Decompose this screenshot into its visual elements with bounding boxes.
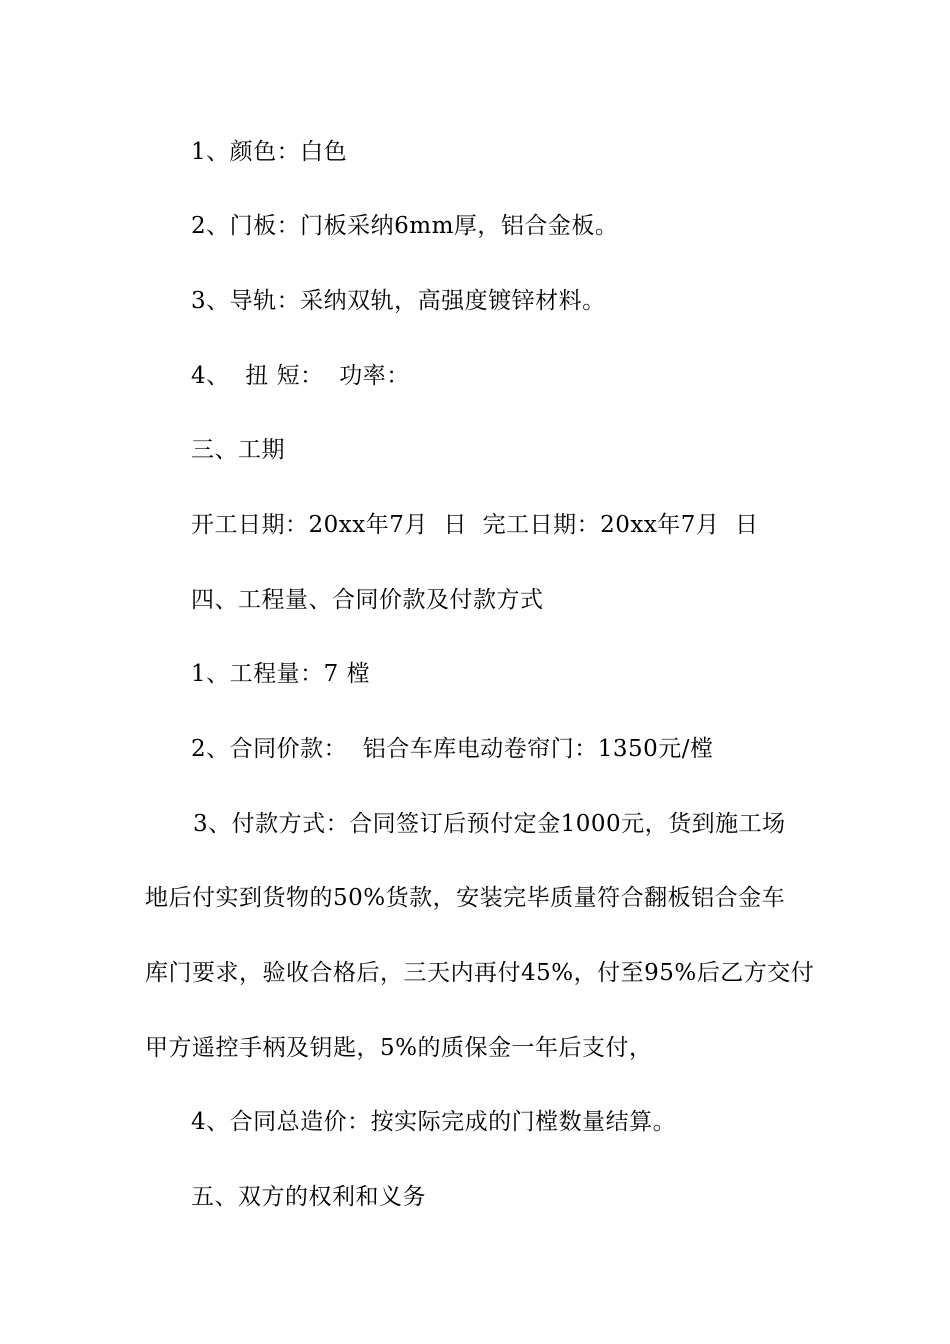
spec-door-panel: 2、门板：门板采纳6mm厚，铝合金板。 bbox=[191, 213, 619, 239]
contract-price-item: 2、合同价款： 铝合车库电动卷帘门：1350元/樘 bbox=[191, 736, 714, 762]
quantity-item: 1、工程量：7 樘 bbox=[191, 661, 371, 687]
schedule-dates: 开工日期：20xx年7月 日 完工日期：20xx年7月 日 bbox=[191, 512, 759, 538]
section-heading-rights-obligations: 五、双方的权利和义务 bbox=[191, 1184, 426, 1210]
spec-torque-power: 4、 扭 短： 功率： bbox=[191, 363, 410, 389]
spec-guide-rail: 3、导轨：采纳双轨，高强度镀锌材料。 bbox=[191, 288, 606, 314]
payment-method-line-1: 3、付款方式：合同签订后预付定金1000元，货到施工场 bbox=[193, 811, 786, 837]
total-price-item: 4、合同总造价：按实际完成的门樘数量结算。 bbox=[191, 1109, 677, 1135]
payment-method-line-4: 甲方遥控手柄及钥匙，5%的质保金一年后支付， bbox=[145, 1035, 653, 1061]
payment-method-line-2: 地后付实到货物的50%货款，安装完毕质量符合翻板铝合金车 bbox=[145, 885, 786, 911]
payment-method-line-3: 库门要求，验收合格后，三天内再付45%，付至95%后乙方交付 bbox=[145, 960, 815, 986]
spec-color: 1、颜色：白色 bbox=[191, 139, 348, 165]
section-heading-schedule: 三、工期 bbox=[191, 437, 285, 463]
section-heading-quantity-price: 四、工程量、合同价款及付款方式 bbox=[191, 587, 544, 613]
